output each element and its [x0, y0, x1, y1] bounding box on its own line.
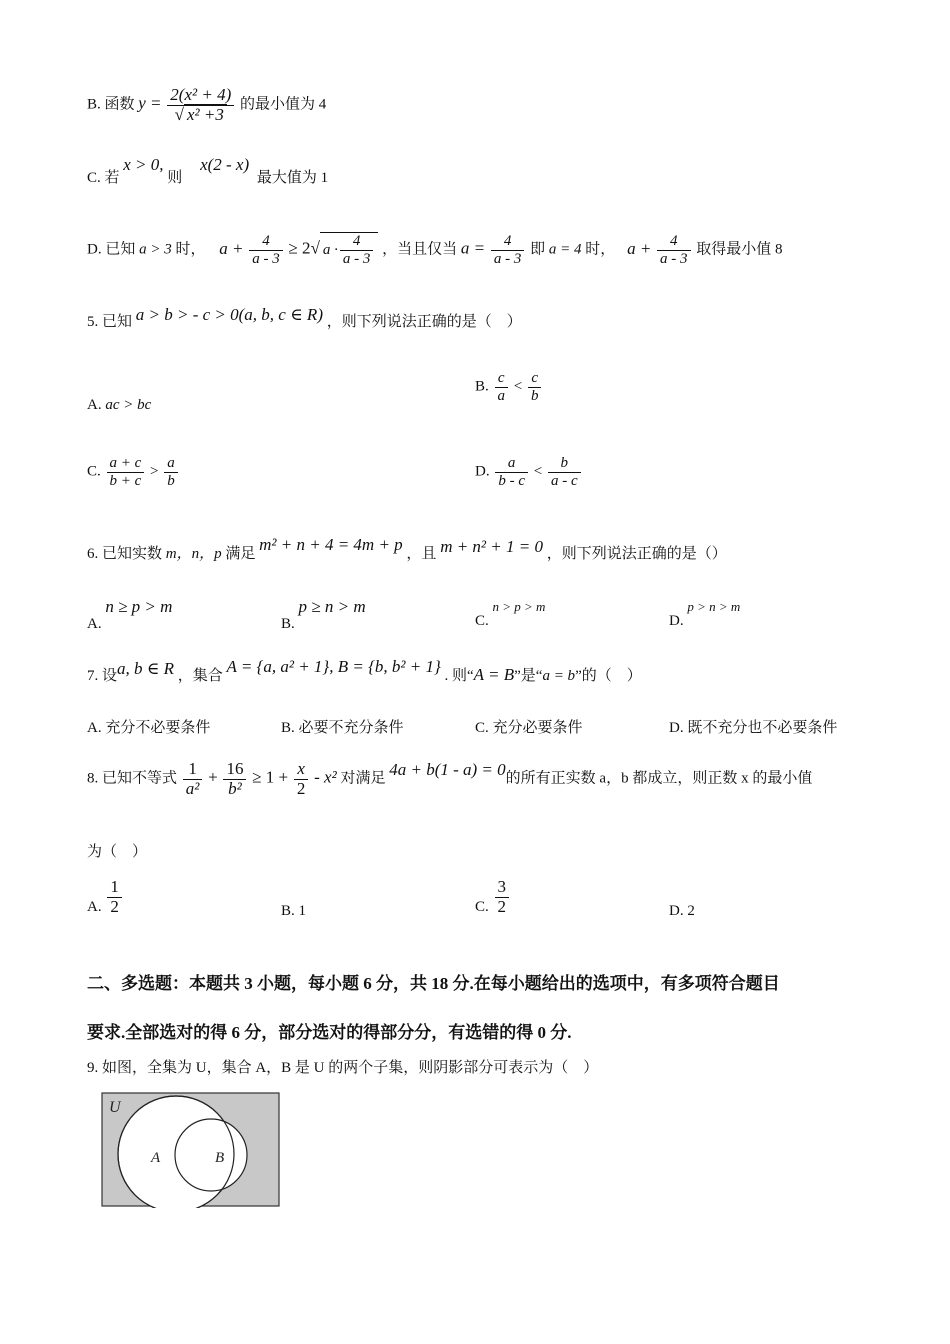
q8-stem: [87, 760, 812, 798]
question-text: ”的（ ）: [575, 668, 642, 684]
fraction: [495, 370, 509, 404]
radicand: x² +3: [184, 104, 227, 124]
q4-option-d: D. 已知 a > 3 时， a + $\frac{4}{a - 3}$ ≥ 2√ a · 4 a - 3 ，当且仅当 a = $\frac{4}{a - 3}$ 即 a = 4 时， a + $\frac{4}{a - 3}$ 取得最小值 8: [87, 233, 783, 267]
math-expr: p > n > m: [687, 599, 741, 614]
question-text: ，则下列说法正确的是（ ）: [326, 314, 522, 330]
denominator: 2: [296, 778, 306, 798]
question-text: 5. 已知: [87, 314, 133, 330]
denominator: √ x² +3: [172, 106, 230, 125]
numerator: 4: [503, 233, 512, 250]
q6-stem: [87, 535, 727, 562]
q8-stem-line2: 为（ ）: [87, 844, 148, 860]
q6-option-d: [669, 599, 741, 629]
option-text: 则: [167, 170, 183, 186]
fraction: [657, 233, 691, 267]
option-text: 时，: [585, 241, 616, 258]
q9-stem: 9. 如图，全集为 U，集合 A，B 是 U 的两个子集，则阴影部分可表示为（ ）: [87, 1060, 599, 1076]
math-op: +: [208, 767, 218, 787]
denominator: a - c: [550, 472, 578, 489]
fraction: [340, 233, 374, 267]
q7-option-a: A. 充分不必要条件: [87, 720, 211, 736]
fraction: [249, 233, 283, 267]
math-expr: ≥ 2: [288, 238, 311, 258]
numerator: 16: [226, 759, 244, 778]
question-text: ，则下列说法正确的是（）: [546, 546, 727, 562]
math-expr: a +: [219, 238, 244, 258]
option-text: 取得最小值 8: [696, 241, 783, 258]
option-label: C. 若: [87, 170, 120, 186]
q5-option-a: [87, 398, 151, 413]
radicand: a ·: [322, 241, 338, 258]
option-text: 时，: [175, 241, 206, 258]
question-text: ，集合: [177, 668, 223, 684]
fraction: [107, 455, 145, 489]
fraction: [223, 760, 246, 798]
label-a: A: [151, 1150, 161, 1166]
denominator: a: [497, 387, 506, 404]
q5-option-d: [475, 455, 583, 489]
option-label: C.: [87, 463, 101, 480]
fraction: [528, 370, 542, 404]
math-expr: a > b > - c > 0: [135, 305, 239, 324]
option-label: C.: [475, 898, 489, 915]
numerator: c: [497, 370, 505, 386]
denominator: b - c: [498, 472, 525, 489]
q4-option-c: [87, 155, 329, 186]
math-expr: , B = {b, b² + 1}: [329, 657, 441, 676]
q5-stem: [87, 305, 522, 330]
q8-option-c: [475, 878, 511, 916]
q7-option-d: D. 既不充分也不必要条件: [669, 720, 838, 736]
question-text: 6. 已知实数: [87, 546, 163, 562]
q8-option-a: [87, 878, 124, 916]
denominator: 2: [497, 896, 507, 916]
denominator: b + c: [109, 472, 142, 489]
math-expr: m，n，p: [165, 546, 222, 562]
math-expr: m² + n + 4 = 4m + p: [259, 535, 403, 554]
option-label: B.: [281, 616, 295, 632]
numerator: a + c: [109, 455, 142, 471]
q7-option-c: C. 充分必要条件: [475, 720, 583, 736]
section-heading-line2: 要求.全部选对的得 6 分，部分选对的得部分分，有选错的得 0 分.: [87, 1023, 572, 1042]
fraction: [495, 455, 528, 489]
math-expr: (a, b, c ∈ R): [238, 305, 323, 324]
math-expr: a +: [627, 238, 652, 258]
math-expr: - x²: [314, 767, 337, 787]
fraction: [167, 86, 234, 124]
question-text: ，且: [406, 546, 437, 562]
numerator: 4: [262, 233, 270, 250]
fraction: [164, 455, 178, 489]
math-op: <: [533, 463, 543, 480]
numerator: a: [507, 455, 516, 471]
option-text: 最大值为 1: [256, 170, 329, 186]
q8-option-b: B. 1: [281, 903, 307, 919]
option-label: D.: [475, 463, 490, 480]
denominator: a - 3: [493, 250, 522, 267]
math-expr: 4a + b(1 - a) = 0: [389, 759, 506, 779]
q7-stem: [87, 657, 642, 684]
option-text: 即: [530, 241, 546, 258]
denominator: b: [530, 387, 539, 404]
fraction: [495, 878, 510, 916]
numerator: 4: [670, 233, 678, 250]
question-text: 7. 设: [87, 668, 118, 684]
math-expr: ac > bc: [105, 397, 152, 413]
q6-option-a: [87, 597, 173, 632]
question-text: 对满足: [340, 770, 386, 787]
math-expr: a = b: [542, 668, 576, 684]
math-expr: a > 3: [139, 241, 172, 258]
denominator: b²: [228, 778, 242, 798]
option-label: B.: [475, 378, 489, 395]
numerator: 1: [188, 759, 197, 778]
q7-option-b: B. 必要不充分条件: [281, 720, 404, 736]
math-expr: x > 0,: [123, 155, 164, 174]
option-label: C.: [475, 613, 489, 629]
denominator: 2: [110, 896, 119, 916]
set-b-circle: [175, 1119, 247, 1191]
fraction: [107, 878, 122, 916]
q5-option-b: [475, 370, 543, 404]
option-label: A.: [87, 898, 102, 915]
numerator: x: [297, 759, 305, 778]
option-label: D. 已知: [87, 241, 136, 258]
denominator: a²: [185, 778, 200, 798]
math-expr: m + n² + 1 = 0: [440, 537, 543, 556]
math-op: >: [150, 463, 159, 480]
math-expr: p ≥ n > m: [298, 597, 366, 616]
fraction: [183, 760, 203, 798]
math-expr: n ≥ p > m: [105, 597, 173, 616]
q4-option-b: [87, 86, 326, 124]
denominator: a - 3: [660, 250, 688, 267]
q8-option-d: D. 2: [669, 903, 695, 919]
section-heading: 二、多选题：本题共 3 小题，每小题 6 分，共 18 分.在每小题给出的选项中，有多项符合题目: [87, 974, 780, 993]
denominator: a - 3: [252, 250, 280, 267]
math-expr: y =: [138, 93, 162, 113]
q5-option-c: [87, 455, 180, 489]
numerator: a: [167, 455, 175, 471]
fraction: [491, 233, 525, 267]
option-label: A.: [87, 616, 102, 632]
math-expr: a, b ∈ R: [117, 659, 174, 678]
q6-option-c: [475, 599, 546, 629]
numerator: b: [560, 455, 569, 471]
numerator: 1: [110, 877, 119, 896]
numerator: 4: [352, 233, 361, 249]
option-label: D.: [669, 613, 684, 629]
q6-option-b: [281, 597, 366, 632]
math-expr: A = B: [473, 665, 515, 684]
math-expr: a = 4: [548, 241, 582, 258]
numerator: 2(x² + 4): [170, 85, 232, 104]
math-expr: a =: [460, 238, 486, 258]
denominator: b: [167, 472, 175, 489]
math-expr: A = {a, a² + 1}: [226, 657, 330, 676]
option-label: A.: [87, 397, 102, 413]
option-label: B. 函数: [87, 96, 135, 113]
denominator: a - 3: [342, 250, 371, 267]
question-text: . 则“: [444, 668, 474, 684]
question-text: 满足: [225, 546, 256, 562]
math-expr: n > p > m: [492, 599, 546, 614]
venn-diagram: [101, 1092, 281, 1208]
option-text: 的最小值为 4: [239, 96, 327, 113]
label-b: B: [215, 1150, 225, 1166]
label-u: U: [109, 1099, 121, 1116]
math-expr: x(2 - x): [200, 155, 250, 174]
math-expr: ≥ 1 +: [252, 767, 289, 787]
question-text: 8. 已知不等式: [87, 770, 178, 787]
fraction: [548, 455, 581, 489]
option-text: ，当且仅当: [382, 241, 458, 258]
math-op: <: [513, 378, 523, 395]
question-text: 的所有正实数 a，b 都成立，则正数 x 的最小值: [505, 770, 813, 787]
numerator: c: [531, 370, 539, 386]
question-text: ”是“: [514, 668, 543, 684]
numerator: 3: [497, 877, 507, 896]
fraction: [294, 760, 309, 798]
